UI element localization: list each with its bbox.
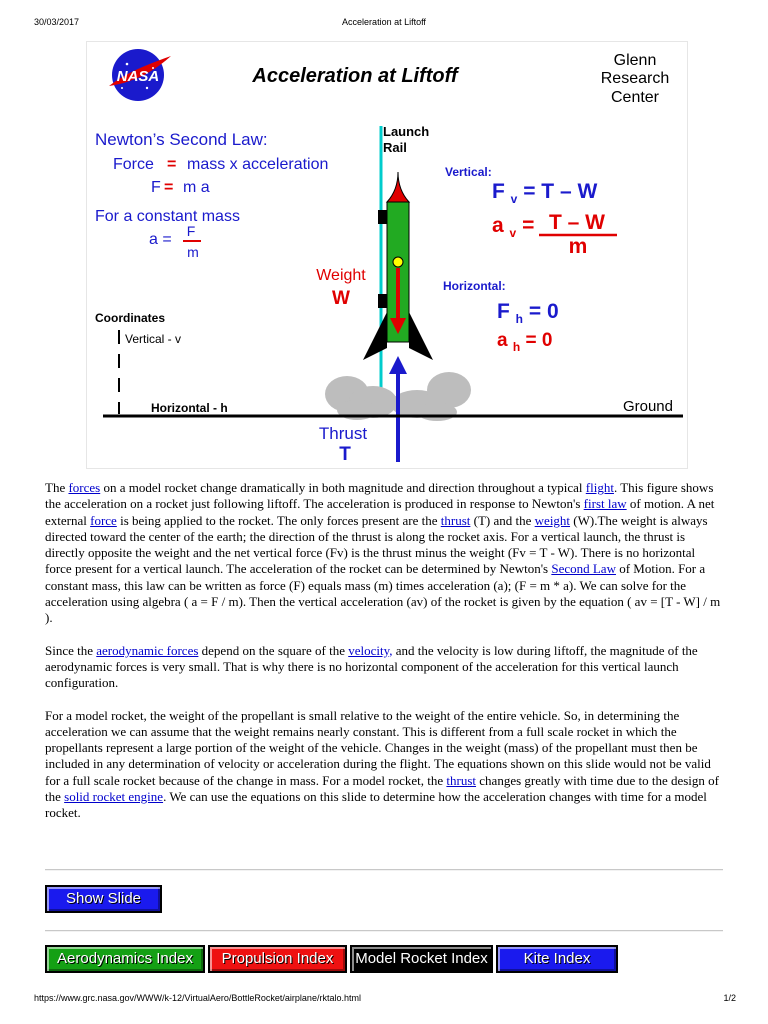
ah-subscript: h	[512, 340, 521, 354]
inline-link[interactable]: aerodynamic forces	[96, 642, 199, 658]
inline-link[interactable]: velocity,	[348, 642, 393, 658]
aerodynamics-index-label: Aerodynamics Index	[57, 950, 193, 967]
fma-equals: =	[164, 179, 174, 196]
show-slide-label: Show Slide	[65, 890, 142, 907]
thrust-label: Thrust	[318, 424, 368, 443]
fh-f: F	[497, 300, 510, 323]
model-rocket-index-label: Model Rocket Index	[355, 950, 488, 967]
glenn-research-center	[601, 52, 669, 106]
launch-rail-label-2: Rail	[383, 140, 407, 155]
fh-rhs: = 0	[528, 300, 559, 323]
fraction-numerator: F	[186, 223, 196, 239]
text-run: For a model rocket, the weight of the propellant is small relative to the weight of the entire vehicle. So, in determining the acceleration we can assume that the weight remains nearly constant. This is different from a full scale rocket in which the propellants represent a large portion of the weight of the vehicle. Changes in the weight (mass) of the propellant must then be included in any determination of velocity or acceleration during the flight. The equations shown on this slide would not be valid for a full scale rocket because of the change in mass. For a model rocket, the	[45, 707, 711, 788]
inline-link[interactable]: flight	[585, 480, 614, 495]
model-rocket-index-button[interactable]	[350, 945, 493, 973]
av-subscript: v	[509, 226, 517, 240]
inline-link[interactable]: thrust	[446, 772, 477, 788]
equals-sign: =	[167, 156, 177, 173]
thrust-symbol: T	[339, 444, 351, 465]
text-run: depend on the square of the	[198, 642, 349, 658]
av-equation	[492, 214, 534, 242]
weight-label: Weight	[316, 267, 366, 284]
aerodynamics-index-button[interactable]	[45, 945, 205, 973]
fh-equation	[497, 300, 559, 328]
print-date: 30/03/2017	[34, 17, 80, 27]
force-word: Force	[113, 156, 154, 173]
text-run: Since the	[45, 642, 97, 658]
text-run: . We can use the equations on this slide to determine how the acceleration changes with time for a model rocket.	[45, 789, 707, 821]
text-run: and the velocity is low during liftoff, the magnitude of the aerodynamic forces is very small. That is why there is no horizontal component of the acceleration for this vertical launch configuration.	[45, 642, 698, 691]
inline-link[interactable]: Second Law	[551, 561, 616, 577]
inline-link[interactable]: force	[90, 512, 117, 528]
av-numerator: T – W	[549, 211, 605, 234]
fv-equation	[492, 180, 597, 208]
ah-a: a	[497, 330, 508, 351]
text-run: (T) and the	[470, 512, 535, 528]
center-line-1: Glenn	[613, 52, 657, 69]
divider-top	[45, 869, 723, 871]
rocket	[363, 172, 433, 360]
text-run: of Motion. For a constant mass, this law can be written as force (F) equals mass (m) times acceleration (a); (F = m * a). We can solve for the acceleration using algebra ( a = F / m). Then the vertical acceleration (av) of the rocket is given by the equation ( av = [T - W] / m ).	[45, 561, 721, 626]
fv-f: F	[492, 180, 505, 203]
print-page-number: 1/2	[723, 993, 736, 1003]
ah-equation	[497, 330, 552, 356]
mass-times-acceleration: mass x acceleration	[187, 156, 329, 173]
propulsion-index-button[interactable]	[208, 945, 347, 973]
constant-mass-label: For a constant mass	[95, 208, 240, 225]
acceleration-diagram	[86, 41, 688, 469]
propulsion-index-label: Propulsion Index	[221, 950, 334, 967]
vertical-heading: Vertical:	[445, 165, 492, 179]
kite-index-button[interactable]	[496, 945, 618, 973]
text-run: of motion. A net external	[45, 496, 715, 528]
kite-index-label: Kite Index	[523, 950, 591, 967]
show-slide-button[interactable]	[45, 885, 162, 913]
center-line-2: Research	[600, 70, 670, 87]
nasa-logo-text: NASA	[116, 68, 160, 85]
print-url: https://www.grc.nasa.gov/WWW/k-12/VirtualAero/BottleRocket/airplane/rktalo.html	[34, 993, 361, 1003]
fv-subscript: v	[510, 192, 518, 206]
launch-rail-label-1: Launch	[383, 124, 430, 139]
fma-ma: m a	[183, 179, 210, 196]
text-run: is being applied to the rocket. The only forces present are the	[116, 512, 441, 528]
nasa-logo	[109, 49, 171, 101]
av-equals: =	[522, 214, 535, 237]
av-a: a	[492, 214, 504, 237]
vertical-axis-label: Vertical - v	[125, 332, 182, 346]
diagram-title: Acceleration at Liftoff	[252, 65, 458, 87]
inline-link[interactable]: thrust	[440, 512, 471, 528]
text-run: on a model rocket change dramatically in both magnitude and direction throughout a typical	[100, 480, 586, 495]
text-run: (W).The weight is always directed toward the center of the earth; the direction of the thrust is along the rocket axis. For a vertical launch, the thrust is directly opposite the weight and the net vertical force (Fv) is the thrust minus the weight (Fv = T - W). There is no horizontal force present for a vertical launch. The acceleration of the rocket can be determined by Newton's	[45, 512, 708, 577]
inline-link[interactable]: weight	[534, 512, 571, 528]
fma-f: F	[151, 179, 161, 196]
print-title: Acceleration at Liftoff	[342, 17, 426, 27]
weight-symbol: W	[332, 288, 350, 309]
paragraph-1	[45, 480, 725, 627]
text-run: changes greatly with time due to the design of the	[45, 772, 719, 805]
av-denominator: m	[568, 235, 588, 258]
inline-link[interactable]: first law	[583, 496, 627, 512]
newton-heading: Newton’s Second Law:	[95, 130, 268, 149]
horizontal-axis-label: Horizontal - h	[151, 401, 228, 415]
paragraph-2	[45, 643, 725, 692]
text-run: The	[45, 480, 69, 495]
center-line-3: Center	[610, 89, 660, 106]
fraction-denominator: m	[187, 244, 199, 260]
fv-rhs: = T – W	[523, 180, 598, 203]
inline-link[interactable]: forces	[68, 480, 101, 495]
text-run: . This figure shows the acceleration on a rocket just following liftoff. The acceleration is produced in response to Newton's	[45, 480, 714, 512]
force-equation	[113, 156, 328, 173]
coordinates-label: Coordinates	[95, 311, 166, 325]
inline-link[interactable]: solid rocket engine	[64, 789, 164, 805]
fma-equation	[151, 179, 210, 196]
fh-subscript: h	[515, 312, 524, 326]
a-equals: a =	[149, 231, 172, 248]
paragraph-3	[45, 708, 725, 822]
horizontal-heading: Horizontal:	[443, 279, 506, 293]
divider-bottom	[45, 930, 723, 932]
ah-rhs: = 0	[525, 330, 553, 351]
article-body	[45, 480, 725, 838]
ground-label: Ground	[622, 398, 673, 415]
